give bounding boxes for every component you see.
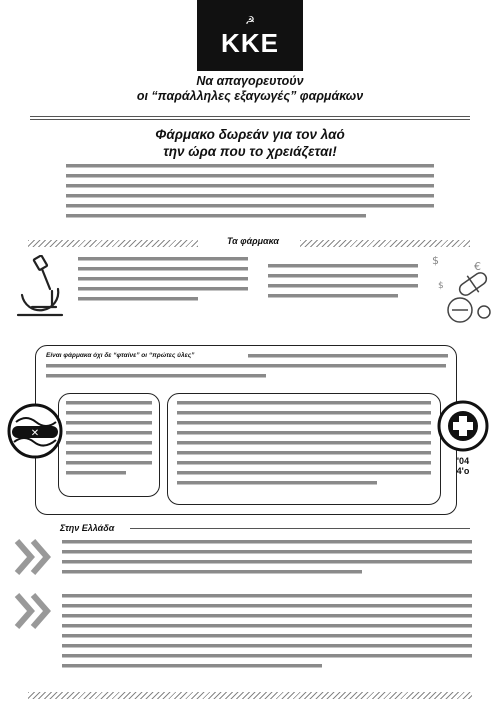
microscope-icon xyxy=(12,255,70,325)
main-title-line-1: Να απαγορευτούν xyxy=(196,74,304,88)
intro-paragraph xyxy=(66,162,434,228)
subtitle xyxy=(0,126,500,160)
text-line xyxy=(66,164,434,168)
subtitle-line-1: Φάρμακο δωρεάν για τον λαό xyxy=(155,127,345,142)
box-intro-text-2 xyxy=(46,363,446,383)
svg-text:$: $ xyxy=(438,281,444,291)
pharmaka-text-right xyxy=(268,262,418,310)
badge-label-line-1: '04 xyxy=(456,456,470,466)
logo-text: ΚΚΕ xyxy=(221,27,279,58)
main-title xyxy=(0,74,500,104)
title-divider xyxy=(30,116,470,117)
text-line xyxy=(66,204,434,208)
main-title-line-2: οι “παράλληλες εξαγωγές” φαρμάκων xyxy=(136,89,364,103)
hammer-sickle-icon: ☭ xyxy=(245,13,255,27)
section-heading-ellada: Στην Ελλάδα xyxy=(60,523,115,533)
bottom-hatch-rule xyxy=(28,692,472,699)
globe-pill-icon xyxy=(4,400,66,462)
section-heading-pharmaka: Τα φάρμακα xyxy=(227,236,279,246)
inner-box-right-text xyxy=(177,399,431,499)
party-logo xyxy=(197,0,303,71)
intro-text-lines xyxy=(66,162,434,228)
text-line xyxy=(66,214,366,218)
badge-label-line-2: 4'o xyxy=(456,466,470,476)
box-lead-text: Είναι φάρμακα όχι δε “φταίνε” οι “πρώτες ύλες” xyxy=(46,352,195,359)
text-line xyxy=(66,174,434,178)
ellada-paragraph-2 xyxy=(62,592,472,678)
chevron-right-icon xyxy=(14,538,54,576)
hatch-rule-right xyxy=(300,240,470,247)
pills-icon xyxy=(418,250,498,330)
badge-label xyxy=(440,456,486,476)
text-line xyxy=(66,194,434,198)
inner-box-left-text xyxy=(66,399,152,489)
svg-text:€: € xyxy=(474,260,481,273)
hatch-rule-left xyxy=(28,240,198,247)
text-line xyxy=(66,184,434,188)
section-divider xyxy=(130,528,470,529)
svg-text:✕: ✕ xyxy=(30,428,40,439)
svg-text:$: $ xyxy=(432,254,439,267)
subtitle-line-2: την ώρα που το χρειάζεται! xyxy=(163,144,337,159)
ellada-paragraph-1 xyxy=(62,538,472,584)
title-divider-2 xyxy=(30,119,470,120)
pharmaka-text-left xyxy=(78,255,248,311)
cross-badge-icon xyxy=(430,398,496,454)
chevron-right-icon-2 xyxy=(14,592,54,630)
